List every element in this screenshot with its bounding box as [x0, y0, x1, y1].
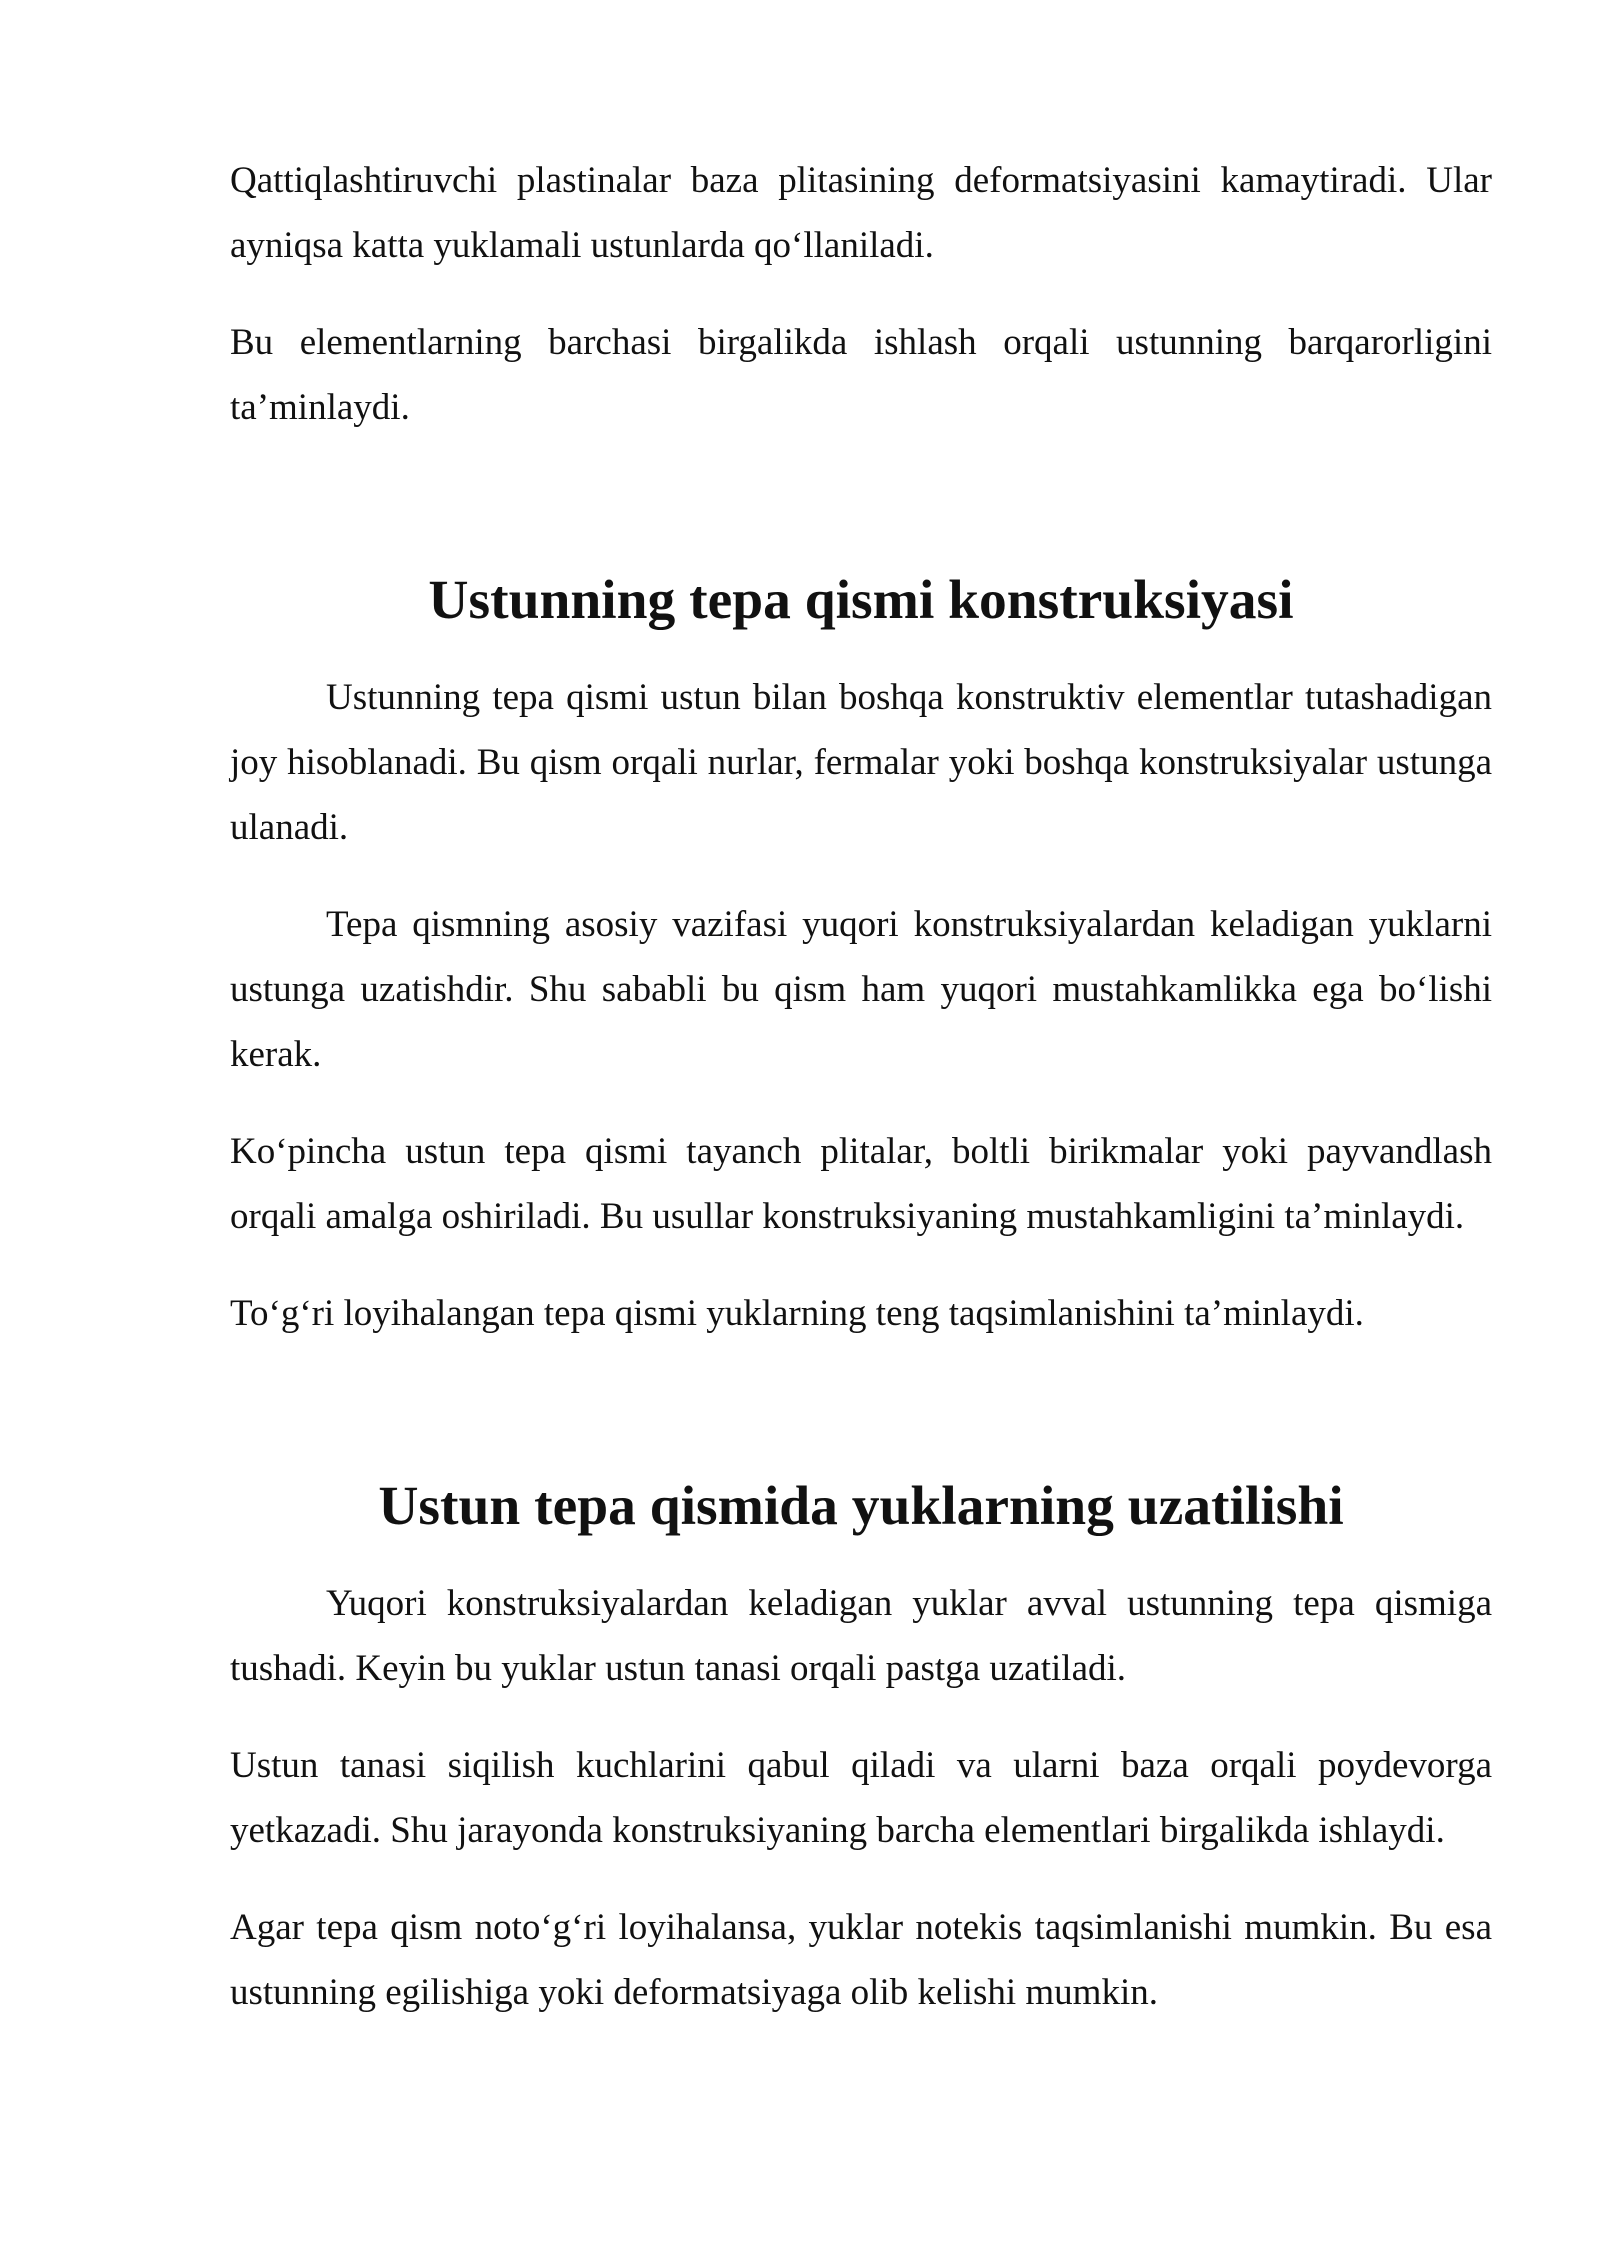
paragraph: Yuqori konstruksiyalardan keladigan yuklar avval ustunning tepa qismiga tushadi. Keyin bu yuklar ustun tanasi orqali pastga uzatiladi.	[230, 1583, 1492, 1689]
paragraph: To‘g‘ri loyihalangan tepa qismi yuklarning teng taqsimlanishini ta’minlaydi.	[230, 1293, 1364, 1334]
section-heading: Ustun tepa qismida yuklarning uzatilishi	[378, 1476, 1344, 1537]
paragraph: Bu elementlarning barchasi birgalikda ishlash orqali ustunning barqarorligini ta’minlaydi.	[230, 322, 1492, 428]
paragraph: Ustunning tepa qismi ustun bilan boshqa konstruktiv elementlar tutashadigan joy hisoblanadi. Bu qism orqali nurlar, fermalar yoki boshqa konstruksiyalar ustunga ulanadi.	[230, 677, 1492, 848]
section-spacer	[230, 1346, 1492, 1474]
page-content	[230, 148, 1492, 2025]
section-spacer	[230, 440, 1492, 568]
section-heading: Ustunning tepa qismi konstruksiyasi	[428, 570, 1294, 631]
heading-spacer	[230, 1539, 1492, 1571]
heading-spacer	[230, 633, 1492, 665]
paragraph: Ko‘pincha ustun tepa qismi tayanch plitalar, boltli birikmalar yoki payvandlash orqali amalga oshiriladi. Bu usullar konstruksiyaning mustahkamligini ta’minlaydi.	[230, 1131, 1492, 1237]
paragraph: Agar tepa qism noto‘g‘ri loyihalansa, yuklar notekis taqsimlanishi mumkin. Bu esa ustunning egilishiga yoki deformatsiyaga olib kelishi mumkin.	[230, 1907, 1492, 2013]
paragraph: Ustun tanasi siqilish kuchlarini qabul qiladi va ularni baza orqali poydevorga yetkazadi. Shu jarayonda konstruksiyaning barcha elementlari birgalikda ishlaydi.	[230, 1745, 1492, 1851]
paragraph: Tepa qismning asosiy vazifasi yuqori konstruksiyalardan keladigan yuklarni ustunga uzatishdir. Shu sababli bu qism ham yuqori mustahkamlikka ega bo‘lishi kerak.	[230, 904, 1492, 1075]
paragraph: Qattiqlashtiruvchi plastinalar baza plitasining deformatsiyasini kamaytiradi. Ular ayniqsa katta yuklamali ustunlarda qo‘llaniladi.	[230, 160, 1492, 266]
